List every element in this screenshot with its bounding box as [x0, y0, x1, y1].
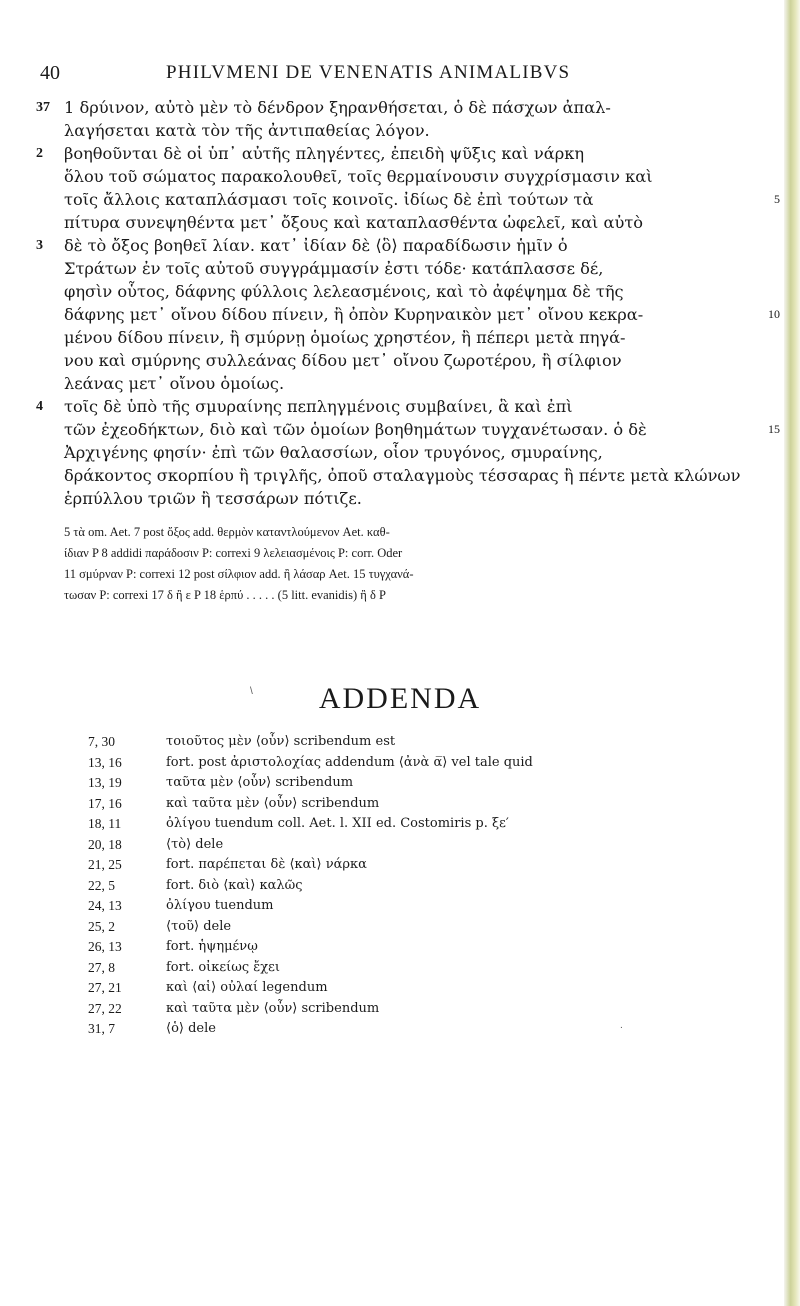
addenda-entry — [88, 958, 768, 979]
addenda-reference: 31, 7 — [88, 1021, 115, 1036]
addenda-note: ⟨ὁ⟩ dele — [166, 1021, 216, 1036]
addenda-entry — [88, 794, 768, 815]
line-text: νου καὶ σμύρνης συλλεάνας δίδου μετ᾿ οἴνου ζωροτέρου, ἢ σίλφιον — [64, 351, 622, 370]
addenda-reference: 17, 16 — [88, 795, 122, 811]
section-marker: 4 — [36, 399, 43, 414]
line-text: ὅλου τοῦ σώματος παρακολουθεῖ, τοῖς θερμαίνουσιν συγχρίσμασιν καὶ — [64, 167, 653, 186]
line-text: δὲ τὸ ὄξος βοηθεῖ λίαν. κατ᾿ ἰδίαν δὲ ⟨ὃ⟩ παραδίδωσιν ἡμῖν ὁ — [64, 236, 568, 255]
apparatus-line: τωσαν P: correxi 17 δ ἢ ε P 18 ἑρπύ . . . . . (5 litt. evanidis) ἢ δ P — [64, 588, 386, 602]
text-line — [36, 280, 780, 303]
addenda-entry — [88, 1019, 768, 1040]
text-line — [36, 395, 780, 418]
text-line — [36, 142, 780, 165]
addenda-entry — [88, 876, 768, 897]
text-line — [36, 464, 780, 487]
addenda-reference: 13, 19 — [88, 775, 122, 790]
line-text: φησὶν οὗτος, δάφνης φύλλοις λελεασμένοις, καὶ τὸ ἀφέψημα δὲ τῆς — [64, 282, 624, 301]
section-marker: 3 — [36, 238, 43, 253]
addenda-title: ADDENDA — [318, 682, 482, 715]
small-mark: . — [620, 1020, 623, 1031]
line-text: λαγήσεται κατὰ τὸν τῆς ἀντιπαθείας λόγον. — [64, 121, 430, 140]
text-line — [36, 372, 780, 395]
addenda-reference: 22, 5 — [88, 877, 115, 893]
line-text: βοηθοῦνται δὲ οἱ ὑπ᾿ αὐτῆς πληγέντες, ἐπειδὴ ψῦξις καὶ νάρκη — [64, 144, 585, 163]
addenda-entry — [88, 835, 768, 856]
addenda-reference: 27, 22 — [88, 1000, 122, 1016]
addenda-note: ⟨τοῦ⟩ dele — [166, 918, 232, 934]
addenda-entry — [88, 978, 768, 999]
small-mark: \ — [250, 686, 253, 697]
line-number: 10 — [768, 307, 780, 321]
text-line — [36, 326, 780, 349]
addenda-reference: 7, 30 — [88, 734, 115, 749]
text-line — [36, 418, 780, 441]
addenda-note: τοιοῦτος μὲν ⟨οὖν⟩ scribendum est — [166, 734, 396, 749]
line-text: τῶν ἐχεοδήκτων, διὸ καὶ τῶν ὁμοίων βοηθημάτων τυγχανέτωσαν. ὁ δὲ — [64, 420, 647, 439]
line-text: δάφνης μετ᾿ οἴνου δίδου πίνειν, ἢ ὀπὸν Κυρηναικὸν μετ᾿ οἴνου κεκρα- — [64, 305, 644, 324]
apparatus-line: 5 τὰ om. Aet. 7 post ὄξος add. θερμὸν καταντλούμενον Aet. καθ- — [64, 525, 390, 539]
text-line — [36, 165, 780, 188]
text-line — [36, 96, 780, 119]
addenda-note: fort. οἰκείως ἔχει — [166, 959, 280, 975]
line-text: τοῖς ἄλλοις καταπλάσμασι τοῖς κοινοῖς. ἰδίως δὲ ἐπὶ τούτων τὰ — [64, 190, 594, 209]
main-text — [36, 96, 780, 510]
addenda-note: fort. παρέπεται δὲ ⟨καὶ⟩ νάρκα — [166, 857, 367, 872]
section-marker: 37 — [36, 100, 50, 115]
addenda-entry — [88, 999, 768, 1020]
addenda-note: ὀλίγου tuendum — [166, 898, 274, 913]
addenda-entry — [88, 937, 768, 958]
addenda-note: ταῦτα μὲν ⟨οὖν⟩ scribendum — [166, 775, 354, 790]
text-line — [36, 441, 780, 464]
addenda-entry — [88, 753, 768, 774]
page-edge-shadow — [784, 0, 800, 1306]
line-text: πίτυρα συνεψηθέντα μετ᾿ ὄξους καὶ καταπλασθέντα ὠφελεῖ, καὶ αὐτὸ — [64, 213, 644, 232]
addenda-note: καὶ ⟨αἱ⟩ οὐλαί legendum — [166, 980, 328, 995]
text-line — [36, 119, 780, 142]
addenda-note: fort. ἡψημένῳ — [166, 939, 258, 954]
section-marker: 2 — [36, 146, 43, 161]
addenda-note: ὀλίγου tuendum coll. Aet. l. XII ed. Costomiris p. ξε′ — [166, 816, 509, 831]
text-line — [36, 257, 780, 280]
line-text: τοῖς δὲ ὑπὸ τῆς σμυραίνης πεπληγμένοις συμβαίνει, ἃ καὶ ἐπὶ — [64, 397, 573, 416]
addenda-reference: 24, 13 — [88, 898, 122, 913]
addenda-entry — [88, 814, 768, 835]
addenda-note: fort. διὸ ⟨καὶ⟩ καλῶς — [166, 877, 303, 893]
addenda-entry — [88, 917, 768, 938]
running-title: PHILVMENI DE VENENATIS ANIMALIBVS — [166, 62, 571, 83]
line-text: μένου δίδου πίνειν, ἢ σμύρνῃ ὁμοίως χρηστέον, ἢ πέπερι μετὰ πηγά- — [64, 328, 626, 347]
line-number: 15 — [768, 422, 780, 436]
line-text: Στράτων ἐν τοῖς αὐτοῦ συγγράμμασίν ἐστι τόδε· κατάπλασσε δέ, — [64, 259, 604, 278]
addenda-reference: 27, 21 — [88, 980, 122, 995]
addenda-reference: 20, 18 — [88, 836, 122, 852]
page-number: 40 — [40, 62, 60, 84]
addenda-reference: 26, 13 — [88, 939, 122, 954]
addenda-note: καὶ ταῦτα μὲν ⟨οὖν⟩ scribendum — [166, 795, 380, 811]
addenda-list — [88, 732, 768, 1040]
line-text: 1 δρύινον, αὐτὸ μὲν τὸ δένδρον ξηρανθήσεται, ὁ δὲ πάσχων ἀπαλ- — [64, 98, 611, 117]
addenda-entry — [88, 732, 768, 753]
addenda-reference: 13, 16 — [88, 754, 122, 770]
text-line — [36, 234, 780, 257]
text-line — [36, 349, 780, 372]
text-line — [36, 303, 780, 326]
apparatus-line: 11 σμύρναν P: correxi 12 post σίλφιον add. ἢ λάσαρ Aet. 15 τυγχανά- — [64, 567, 414, 581]
addenda-entry — [88, 896, 768, 917]
addenda-reference: 27, 8 — [88, 959, 115, 975]
line-text: λεάνας μετ᾿ οἴνου ὁμοίως. — [64, 374, 285, 393]
addenda-reference: 18, 11 — [88, 816, 122, 831]
apparatus-line: ίδιαν P 8 addidi παράδοσιν P: correxi 9 λελειασμένοις P: corr. Oder — [64, 546, 403, 560]
addenda-note: καὶ ταῦτα μὲν ⟨οὖν⟩ scribendum — [166, 1000, 380, 1016]
addenda-note: fort. post ἀριστολοχίας addendum ⟨ἀνὰ α̅⟩ vel tale quid — [166, 754, 533, 770]
addenda-entry — [88, 773, 768, 794]
line-text: Ἀρχιγένης φησίν· ἐπὶ τῶν θαλασσίων, οἷον τρυγόνος, σμυραίνης, — [64, 443, 603, 462]
text-line — [36, 487, 780, 510]
critical-apparatus — [64, 522, 764, 606]
line-text: δράκοντος σκορπίου ἢ τριγλῆς, ὀποῦ σταλαγμοὺς τέσσαρας ἢ πέντε μετὰ κλώνων — [64, 466, 741, 485]
text-line — [36, 188, 780, 211]
addenda-reference: 21, 25 — [88, 857, 122, 872]
running-head — [40, 62, 770, 90]
addenda-reference: 25, 2 — [88, 918, 115, 934]
line-number: 5 — [774, 192, 780, 206]
addenda-note: ⟨τὸ⟩ dele — [166, 836, 224, 852]
text-line — [36, 211, 780, 234]
addenda-entry — [88, 855, 768, 876]
line-text: ἑρπύλλου τριῶν ἢ τεσσάρων πότιζε. — [64, 489, 362, 508]
